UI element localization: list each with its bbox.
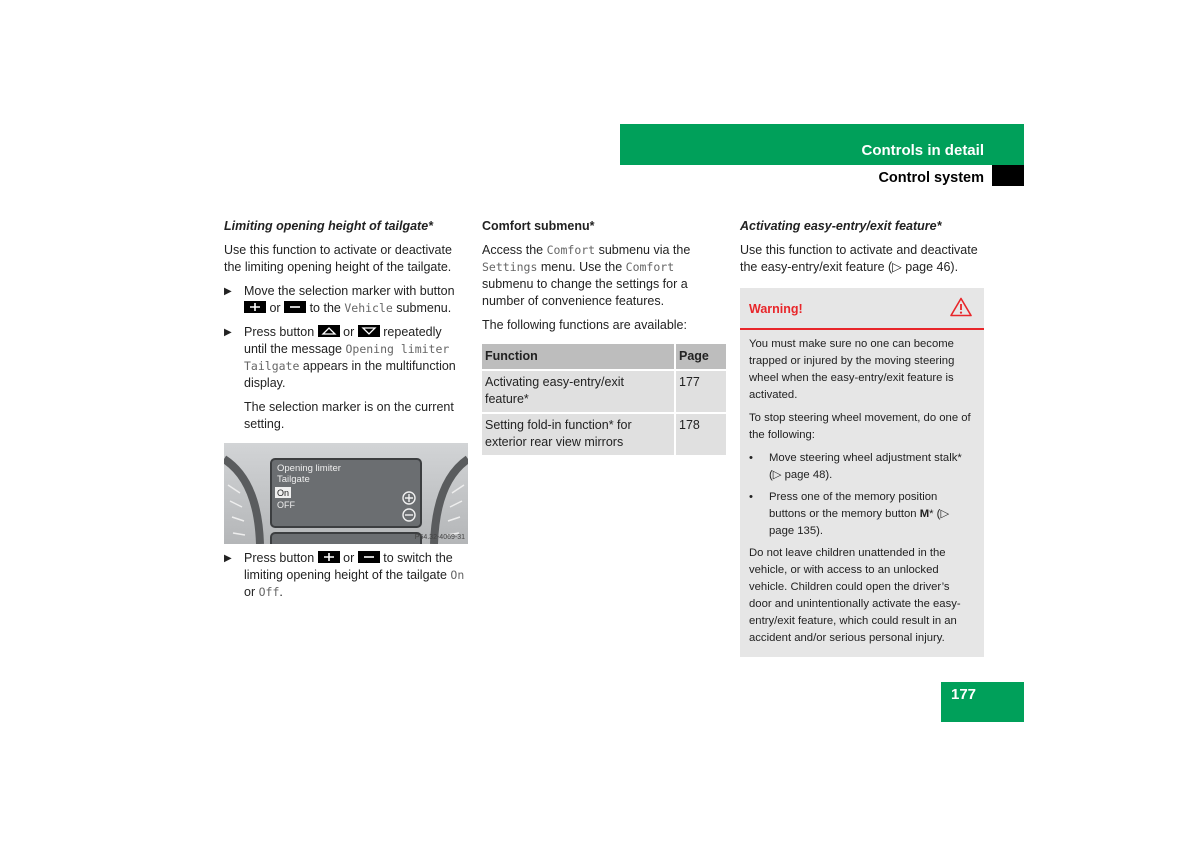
header-page: Page (675, 344, 726, 370)
bullet-icon: • (749, 491, 753, 503)
step-scroll-message: ▶ Press button or repeatedly until the message Opening limiter Tailgate appears in the multifunction display. (224, 325, 456, 390)
minus-button-icon (358, 551, 380, 563)
step-arrow-icon: ▶ (224, 327, 232, 338)
page-cell: 177 (675, 370, 726, 413)
function-cell: Activating easy-entry/exit feature* (482, 370, 675, 413)
column-tailgate (224, 218, 468, 608)
warning-label: Warning! (749, 302, 803, 316)
warning-bullet: • Move steering wheel adjustment stalk* (▷ page 48). (749, 452, 962, 481)
functions-available: The following functions are available: (482, 318, 687, 332)
comfort-heading: Comfort submenu* (482, 219, 595, 233)
functions-table (482, 344, 726, 455)
settings-code: Settings (482, 260, 538, 274)
plus-button-icon (318, 551, 340, 563)
subsection-title: Control system (878, 170, 984, 186)
header-function: Function (482, 344, 675, 370)
tailgate-heading: Limiting opening height of tailgate* (224, 219, 434, 233)
page-number: 177 (951, 686, 977, 703)
step-switch-limit: ▶ Press button or to switch the limiting opening height of the tailgate On or Off. (224, 551, 465, 599)
comfort-code: Comfort (546, 243, 596, 257)
easy-entry-heading: Activating easy-entry/exit feature* (740, 219, 942, 233)
down-button-icon (358, 325, 380, 337)
step-arrow-icon: ▶ (224, 286, 232, 297)
vehicle-code: Vehicle (344, 301, 393, 315)
minus-button-icon (284, 301, 306, 313)
display-line1: Opening limiter (277, 463, 341, 474)
column-comfort (482, 218, 726, 455)
warning-bullet: • Press one of the memory position buttons or the memory button M* (▷ page 135). (749, 491, 950, 537)
warning-p1: You must make sure no one can become trapped or injured by the moving steering wheel when the easy-entry/exit feature is activated. (749, 338, 955, 401)
plus-button-icon (244, 301, 266, 313)
comfort-code: Comfort (625, 260, 675, 274)
up-button-icon (318, 325, 340, 337)
display-option-on: On (277, 488, 290, 498)
table-header-row (482, 344, 726, 370)
warning-header (740, 288, 984, 330)
page-cell: 178 (675, 413, 726, 455)
opening-limiter-code: Opening limiter Tailgate (244, 342, 450, 373)
warning-p2: To stop steering wheel movement, do one of the following: (749, 412, 971, 441)
warning-body (740, 330, 984, 657)
function-cell: Setting fold-in function* for exterior rear view mirrors (482, 413, 675, 455)
table-row (482, 413, 726, 455)
warning-box (740, 288, 984, 657)
step-select-vehicle: ▶ Move the selection marker with button or to the Vehicle submenu. (224, 284, 455, 315)
comfort-intro: Access the Comfort submenu via the Settings menu. Use the Comfort submenu to change the settings for a number of convenience features. (482, 243, 691, 308)
step-arrow-icon: ▶ (224, 553, 232, 564)
figure-id: P54.32-4069-31 (414, 534, 465, 541)
selection-note: The selection marker is on the current setting. (244, 400, 454, 431)
memory-key: M (919, 508, 930, 520)
column-easy-entry (740, 218, 984, 657)
tailgate-intro: Use this function to activate or deactivate the limiting opening height of the tailgate. (224, 243, 452, 274)
section-title: Controls in detail (861, 142, 984, 159)
on-code: On (450, 568, 465, 582)
table-row (482, 370, 726, 413)
display-line2: Tailgate (277, 474, 310, 485)
display-option-off: OFF (277, 500, 295, 510)
warning-p3: Do not leave children unattended in the vehicle, or with access to an unlocked vehicle. Children could open the driver’s door and unintentionally activate the easy-entry/exit feature, which could result in an accident and/or serious personal injury. (749, 547, 961, 644)
easy-entry-intro: Use this function to activate and deactivate the easy-entry/exit feature (▷ page 46). (740, 243, 978, 274)
bullet-icon: • (749, 452, 753, 464)
multifunction-display-figure (224, 443, 468, 544)
off-code: Off (258, 585, 280, 599)
warning-triangle-icon (950, 297, 972, 322)
header-marker (992, 165, 1024, 186)
